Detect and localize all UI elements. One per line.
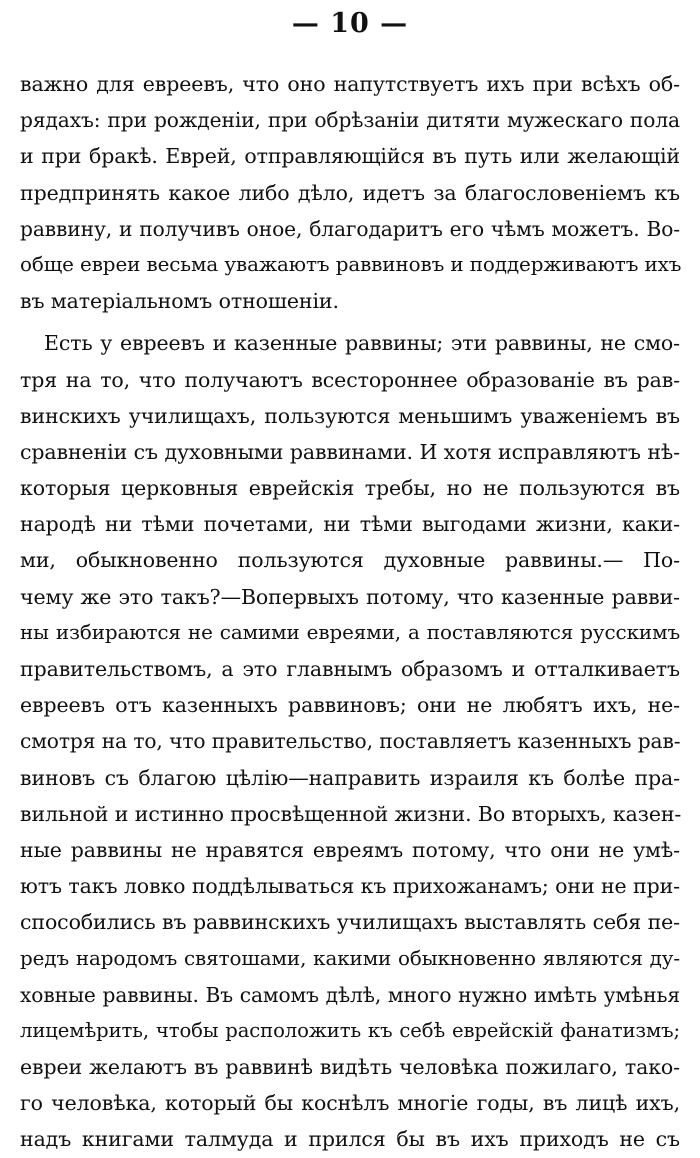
text-line: го человѣка, который бы коснѣлъ многіе годы, въ лицѣ ихъ, (20, 1091, 680, 1116)
text-line: винскихъ училищахъ, пользуются меньшимъ уваженіемъ въ (20, 403, 680, 428)
text-line: ны избираются не самими евреями, а поставляются русскимъ (20, 620, 680, 644)
text-line: смотря на то, что правительство, поставляетъ казенныхъ рав- (20, 729, 681, 754)
text-line: которыя церковныя еврейскія требы, но не пользуются въ (20, 476, 680, 501)
text-line: сравненіи съ духовными раввинами. И хотя исправляютъ нѣ- (20, 439, 680, 464)
text-line: Есть у евреевъ и казенные раввины; эти раввины, не смо- (44, 331, 680, 356)
text-line: евреевъ отъ казенныхъ раввиновъ; они не любятъ ихъ, не- (20, 693, 680, 718)
text-line: евреи желаютъ въ раввинѣ видѣть человѣка пожилаго, тако- (20, 1055, 680, 1080)
text-line: ховные раввины. Въ самомъ дѣлѣ, много нужно имѣть умѣнья (20, 982, 680, 1007)
paragraph-2 (20, 325, 680, 1157)
text-line: и при бракѣ. Еврей, отправляющійся въ путь или желающій (20, 144, 680, 169)
text-line: ные раввины не нравятся евреямъ потому, что они не умѣ- (20, 837, 680, 862)
text-line: тря на то, что получаютъ всестороннее образованіе въ рав- (20, 367, 680, 392)
text-line: редъ народомъ святошами, какими обыкновенно являются ду- (20, 946, 680, 970)
text-line: вильной и истинно просвѣщенной жизни. Во вторыхъ, казен- (20, 801, 682, 826)
page-number: — 10 — (291, 8, 409, 39)
text-line: ми, обыкновенно пользуются духовные раввины.— По- (20, 548, 680, 573)
text-line: чему же это такъ?—Вопервыхъ потому, что казенные равви- (20, 584, 680, 609)
text-line: раввину, и получивъ оное, благодаритъ его чѣмъ можетъ. Во- (20, 216, 680, 241)
text-line: въ матеріальномъ отношеніи. (20, 289, 339, 314)
text-line: лицемѣрить, чтобы расположить къ себѣ еврейскій фанатизмъ; (20, 1018, 680, 1042)
text-line: предпринять какое либо дѣло, идетъ за благословеніемъ къ (20, 180, 680, 205)
text-line: народѣ ни тѣми почетами, ни тѣми выгодами жизни, каки- (20, 512, 680, 537)
paragraph-1 (20, 66, 680, 319)
text-line: обще евреи весьма уважаютъ раввиновъ и поддерживаютъ ихъ (20, 252, 682, 276)
text-line: важно для евреевъ, что оно напутствуетъ ихъ при всѣхъ об- (20, 72, 680, 96)
text-line: способились въ раввинскихъ училищахъ выставлять себя пе- (20, 910, 680, 935)
text-line: ютъ такъ ловко поддѣлываться къ прихожанамъ; они не при- (20, 874, 680, 899)
text-line: правительствомъ, а это главнымъ образомъ и отталкиваетъ (20, 657, 680, 681)
text-line: виновъ съ благою цѣлію—направить израиля къ болѣе пра- (20, 765, 680, 790)
text-line: надъ книгами талмуда и прился бы въ ихъ приходъ не съ (20, 1127, 680, 1152)
body-text (20, 66, 680, 1158)
text-line: рядахъ: при рожденіи, при обрѣзаніи дитяти мужескаго пола (20, 108, 680, 133)
